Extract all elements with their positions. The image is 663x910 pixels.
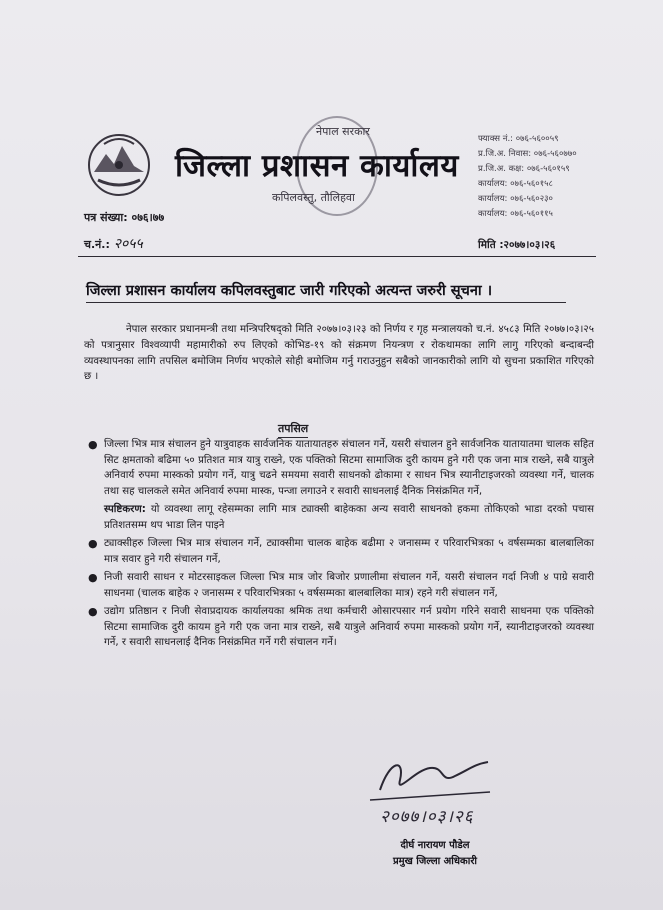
nepal-emblem-icon xyxy=(84,132,154,198)
notice-headline: जिल्ला प्रशासन कार्यालय कपिलवस्तुबाट जारी गरिएको अत्यन्त जरुरी सूचना । xyxy=(86,283,493,299)
list-item-text: उद्योग प्रतिष्ठान र निजी सेवाप्रदायक कार्यालयका श्रमिक तथा कर्मचारी ओसारपसार गर्न प्रयोग गरिने सवारी साधनमा एक पक्तिको सिटमा सामाजिक दुरी कायम हुने गरी एक जना मात्र राख्ने, सबै यात्रुले अनिवार्य रुपमा मास्कको प्रयोग गर्ने, स्यानीटाइजरको व्यवस्था गर्ने, र सवारी साधनलाई दैनिक निसंक्रमित गर्ने गरी संचालन गर्ने। xyxy=(104,606,594,648)
dispatch-label: च.नं.: xyxy=(84,238,110,251)
clarification xyxy=(84,502,594,533)
intro-paragraph: नेपाल सरकार प्रधानमन्त्री तथा मन्त्रिपरिषद्को मिति २०७७।०३।२३ को निर्णय र गृह मन्त्रालयको च.नं. ४५८३ मिति २०७७।०३।२५ को पत्रानुसार विश्वव्यापी महामारीको रुप लिएको कोभिड-१९ को संक्रमण नियन्त्रण र रोकथामका लागि लागु गरिएको बन्दाबन्दी व्यवस्थापनका लागि तपसिल बमोजिम निर्णय भएकोले सोही बमोजिम गर्नु गराउनुहुन सबैको जानकारीको लागि यो सुचना प्रकाशित गरिएको छ । xyxy=(84,324,594,383)
contact-fax: फ्याक्स नं.: ०७६-५६००५९ xyxy=(478,134,559,144)
signature-date: २०७७।०३।२६ xyxy=(380,807,474,827)
clarification-text: यो व्यवस्था लागू रहेसम्मका लागि मात्र ट्याक्सी बाहेकका अन्य सवारी साधनको हकमा तोकिएको भाडा दरको पचास प्रतिशतसम्म थप भाडा लिन पाइने xyxy=(104,504,594,531)
letter-number: पत्र संख्या: ०७६।७७ xyxy=(84,211,165,224)
list-item-text: ट्याक्सीहरु जिल्ला भित्र मात्र संचालन गर्ने, ट्याक्सीमा चालक बाहेक बढीमा २ जनासम्म र परिवारभित्रका ५ वर्षसम्मका बालबालिका मात्र सवार हुने गरी संचालन गर्ने, xyxy=(104,538,594,565)
header-divider xyxy=(78,256,596,257)
bullet-icon: ● xyxy=(88,537,98,550)
govt-label: नेपाल सरकार xyxy=(316,125,370,138)
office-title: जिल्ला प्रशासन कार्यालय xyxy=(175,148,459,184)
contact-list xyxy=(478,132,577,222)
bullet-icon: ● xyxy=(88,605,98,618)
contact-chamber: प्र.जि.अ. कक्ष: ०७६-५६०१५९ xyxy=(478,164,570,174)
signatory-stamp xyxy=(376,838,494,870)
bullet-icon: ● xyxy=(88,438,98,451)
contact-residence: प्र.जि.अ. निवास: ०७६-५६०७७० xyxy=(478,149,577,159)
office-subtitle: कपिलवस्तु, तौलिहवा xyxy=(272,191,355,204)
list-item xyxy=(84,570,594,601)
schedule-list xyxy=(84,437,594,654)
bullet-icon: ● xyxy=(88,571,98,584)
contact-office-1: कार्यालय: ०७६-५६०१५८ xyxy=(478,179,553,189)
list-item-text: निजी सवारी साधन र मोटरसाइकल जिल्ला भित्र मात्र जोर बिजोर प्रणालीमा संचालन गर्ने, यसरी संचालन गर्दा निजी ४ पाग्रे सवारी साधनमा (चालक बाहेक २ जनासम्म र परिवारभित्रका ५ वर्षसम्मका बालबालिका मात्र) रहने गरी संचालन गर्ने, xyxy=(104,572,594,599)
letter-date: मिति :२०७७।०३।२६ xyxy=(478,239,556,251)
headline-underline xyxy=(86,302,566,303)
list-item-text: जिल्ला भित्र मात्र संचालन हुने यात्रुवाहक सार्वजनिक यातायातहरु संचालन गर्ने, यसरी संचालन हुने सार्वजनिक यातायातमा चालक सहित सिट क्षमताको बढिमा ५० प्रतिशत मात्र यात्रु राख्ने, एक पक्तिको सिटमा सामाजिक दुरी कायम हुने गरी एक जना मात्र राख्ने, सबै यात्रुले अनिवार्य रुपमा मास्कको प्रयोग गर्ने, यात्रु चढने समयमा सवारी साधनको ढोकामा र साधन भित्र स्यानीटाइजरको व्यवस्था गर्ने, चालक तथा सह चालकले समेत अनिवार्य रुपमा मास्क, पन्जा लगाउने र सवारी साधनलाई दैनिक निसंक्रमित गर्ने, xyxy=(104,439,594,497)
list-item xyxy=(84,437,594,499)
signatory-title: प्रमुख जिल्ला अधिकारी xyxy=(392,856,478,867)
contact-office-2: कार्यालय: ०७६-५६०२३० xyxy=(478,194,553,204)
signatory-name: दीर्घ नारायण पौडेल xyxy=(400,840,470,851)
contact-office-3: कार्यालय: ०७६-५६०११५ xyxy=(478,209,553,219)
dispatch-value: २०५५ xyxy=(113,236,143,252)
clarification-label: स्पष्टिकरण: xyxy=(104,504,146,515)
list-item xyxy=(84,536,594,567)
list-item xyxy=(84,604,594,651)
dispatch-number xyxy=(84,234,143,253)
schedule-heading: तपसिल xyxy=(278,421,308,438)
